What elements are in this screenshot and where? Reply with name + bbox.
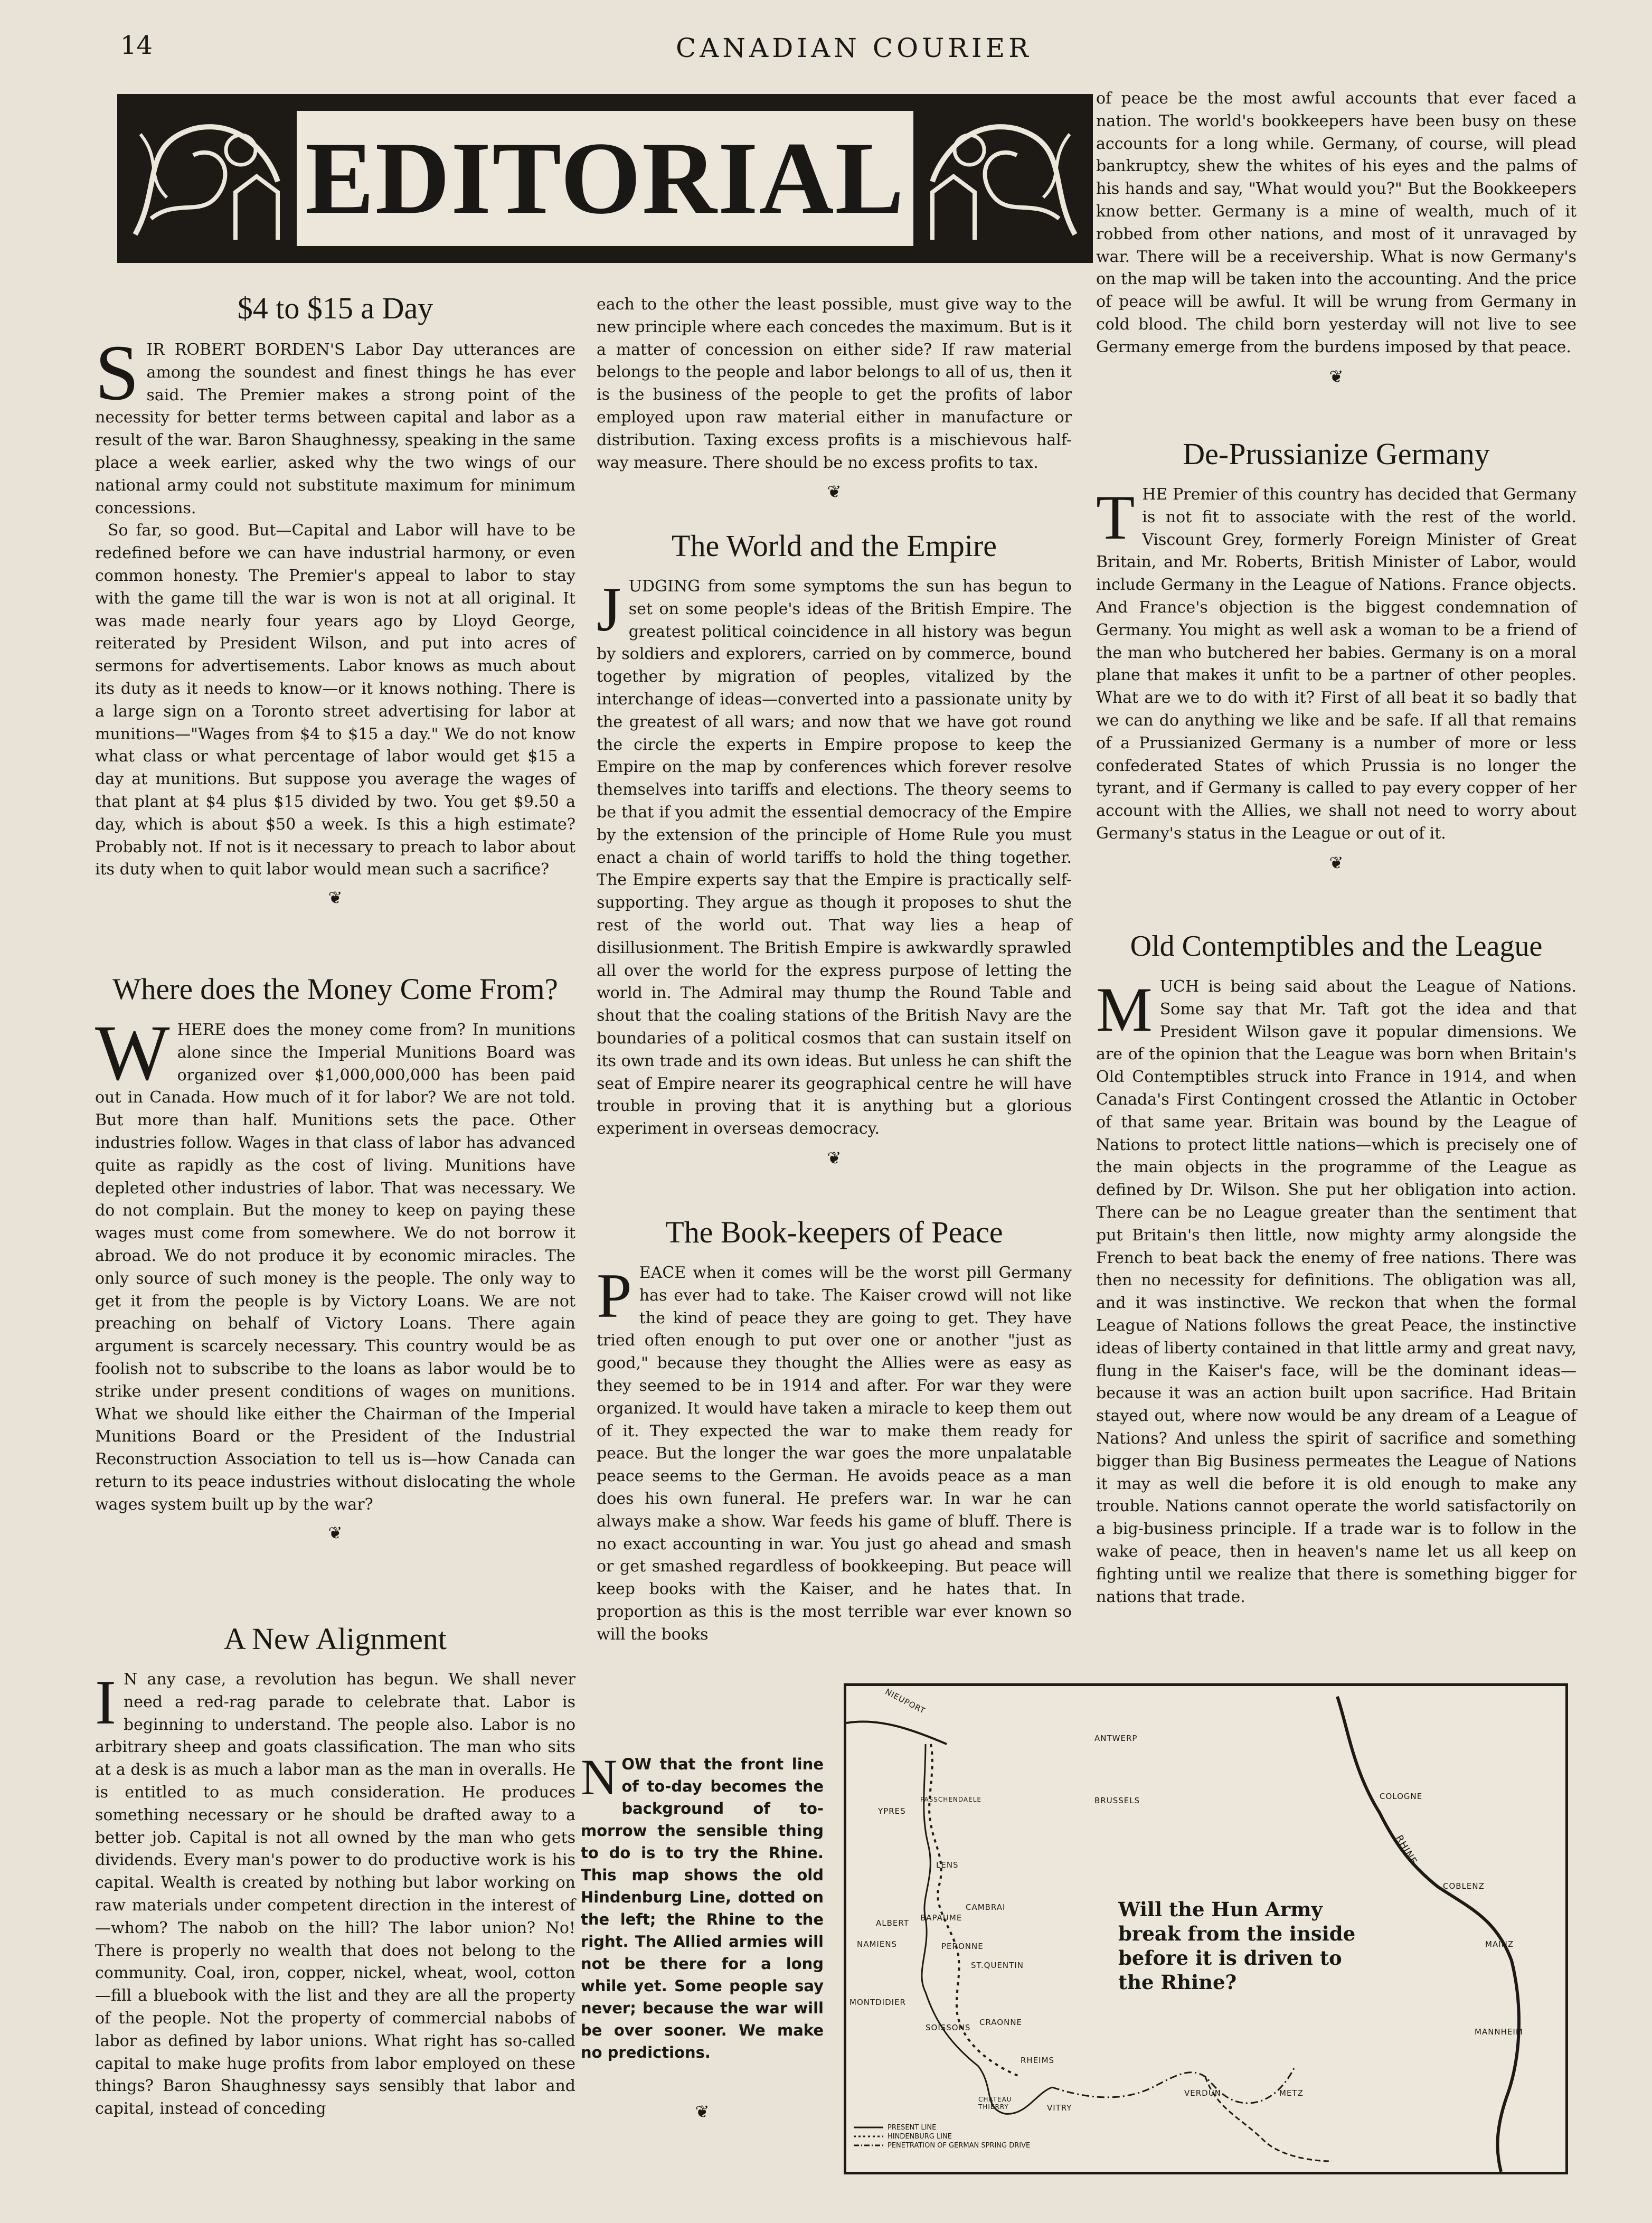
article-title: Where does the Money Come From? — [112, 973, 558, 1006]
section-separator: ❦ — [1329, 366, 1344, 387]
legend-item: PENETRATION OF GERMAN SPRING DRIVE — [888, 2142, 1031, 2150]
drop-cap: W — [95, 1009, 170, 1097]
section-separator: ❦ — [695, 2102, 710, 2122]
map-label: ST.QUENTIN — [971, 1961, 1024, 1970]
map-caption — [581, 1749, 824, 2123]
running-head: CANADIAN COURIER — [676, 33, 1032, 63]
map-label: VERDUN — [1184, 2088, 1221, 2098]
paragraph: UCH is being said about the League of Nations. Some say that Mr. Taft got the idea and that President Wilson gave it popular dimensions. We are of the opinion that the League was born when Britain's Old Contemptibles struck into France in 1914, and when Canada's First Contingent crossed the Atlantic in October of that same year. Britain was bound by the League of Nations to protect little nations—which is precisely one of the main objects in the programme of the League as defined by Dr. Wilson. She put her obligation into action. There can be no League greater than the sentiment that put Britain's then little, now mighty army alongside the French to beat back the enemy of free nations. There was then no necessity for definitions. The obligation was all, and it was instinctive. We reckon that when the formal League of Nations follows the great Peace, the instinctive ideas of liberty contained in that little army and great navy, flung in the Kaiser's face, will be the dominant ideas—because it was an action built upon sacrifice. Had Britain stayed out, where now would be any dream of a League of Nations? And unless the spirit of sacrifice and something bigger than Big Business permeates the League of Nations it may as well die before it is old enough to make any trouble. Nations cannot operate the world satisfactorily on a big-business principle. If a trade war is to follow in the wake of peace, then in heaven's name let us all keep on fighting until we realize that there is something bigger for nations that trade. — [1096, 977, 1577, 1606]
article-title: Old Contemptibles and the League — [1130, 930, 1543, 963]
section-separator: ❦ — [1329, 852, 1344, 873]
map-label: COBLENZ — [1443, 1881, 1485, 1891]
drop-cap: M — [1096, 974, 1153, 1044]
banner-title: EDITORIAL — [305, 121, 905, 236]
section-separator: ❦ — [328, 888, 343, 908]
paragraph: HE Premier of this country has decided that Germany is not fit to associate with the rest of the world. Viscount Grey, formerly Foreign Minister of Great Britain, and Mr. Roberts, British Minister of Labor, would include Germany in the League of Nations. France objects. And France's objection is the biggest condemnation of Germany. You might as well ask a woman to be a friend of the man who butchered her babies. Germany is on a moral plane that makes it unfit to be a partner of other peoples. What are we to do with it? First of all beat it so badly that we can do anything we like and be safe. If all that remains of a Prussianized Germany is a number of more or less confederated States of which Prussia is no longer the tyrant, and if Germany is called to pay every copper of her account with the Allies, we shall not need to worry about Germany's status in the League or out of it. — [1096, 485, 1577, 843]
map-label: CHATEAU THIERRY — [978, 2096, 1012, 2111]
drop-cap: P — [597, 1260, 632, 1331]
paragraph: So far, so good. But—Capital and Labor will have to be redefined before we can have industrial harmony, or even common honesty. The Premier's appeal to labor to stay with the game till the war is won is not at all original. It was made nearly four years ago by Lloyd George, reiterated by President Wilson, and put into acres of sermons for advertisements. Labor knows as much about its duty as it needs to know—or it knows nothing. There is a large sign on a Toronto street advertising for labor at munitions—"Wages from $4 to $15 a day." We do not know what class or what percentage of labor would get $15 a day at munitions. But suppose you average the wages of that plant at $4 plus $15 divided by two. You get $9.50 a day, which is about $50 a week. Is this a high estimate? Probably not. If not is it necessary to preach to labor about its duty when to quit labor would mean such a sacrifice? — [95, 521, 575, 879]
article-bookkeepers-cont — [1096, 88, 1577, 387]
drop-cap: T — [1096, 482, 1135, 552]
paragraph: UDGING from some symptoms the sun has begun to set on some people's ideas of the British Empire. The greatest political coincidence in all history was begun by soldiers and explorers, carried on by commerce, bound together by migration of peoples, vitalized by the interchange of ideas—converted into a passionate unity by the greatest of all wars; and now that we have got round the circle the experts in Empire propose to keep the Empire on the map by conferences which forever resolve themselves into tariffs and elections. The theory seems to be that if you admit the essential democracy of the Empire by the extension of the principle of Home Rule you must enact a chain of world tariffs to hold the thing together. The Empire experts say that the Empire is practically self-supporting. They argue as though it proposes to shut the rest of the world out. That way lies a heap of disillusionment. The British Empire is awkwardly sprawled all over the world for the express purpose of letting the world in. The Admiral may thump the Round Table and shout that the coaling stations of the British Navy are the boundaries of a political cosmos that can sustain itself on its own trade and its own ideas. But unless he can shift the seat of Empire nearer its geographical centre he will have trouble in proving that it is anything but a glorious experiment in overseas democracy. — [597, 577, 1072, 1138]
legend-item: PRESENT LINE — [888, 2124, 937, 2132]
map-label: PASSCHENDAELE — [920, 1796, 981, 1803]
editorial-banner — [117, 94, 1093, 263]
map-label: COLOGNE — [1380, 1792, 1423, 1801]
article-money — [95, 971, 575, 1543]
article-wages — [95, 289, 575, 908]
paragraph: EACE when it comes will be the worst pill Germany has ever had to take. The Kaiser crowd will not like the kind of peace they are going to get. They have tried often enough to put over one or another "just as good," because they thought the Allies were as easy as they seemed to be in 1914 and after. For war they were organized. It would have taken a miracle to keep them out of it. They expected the war to make them ready for peace. But the longer the war goes the more unpalatable peace seems to the German. He avoids peace as a man does his own funeral. He prefers war. In war he can always make a show. War feeds his game of bluff. There is no exact accounting in war. You just go ahead and smash or get smashed regardless of bookkeeping. But peace will keep books with the Kaiser, and he hates that. In proportion as this is the most terrible war ever known so will the books — [597, 1264, 1072, 1644]
article-world-empire — [597, 527, 1072, 1168]
paragraph: of peace be the most awful accounts that ever faced a nation. The world's bookkeepers have been busy on these accounts for a long while. Germany, of course, will plead bankruptcy, shew the whites of his eyes and the palms of his hands and say, "What would you?" But the Bookkeepers know better. Germany is a mine of wealth, much of it robbed from other nations, and most of it unravaged by war. There will be a receivership. What is now Germany's on the map will be taken into the accounting. And the price of peace will be awful. It will be wrung from Germany in cold blood. The child born yesterday will not live to see Germany emerge from the burdens imposed by that peace. — [1096, 89, 1577, 356]
map-legend — [854, 2123, 1030, 2150]
map-label: NAMIENS — [857, 1939, 898, 1949]
map-label: ANTWERP — [1094, 1734, 1138, 1743]
map-label: VITRY — [1047, 2103, 1072, 2113]
map-label: LENS — [936, 1860, 959, 1870]
article-title: A New Alignment — [223, 1622, 447, 1656]
map-label: PERONNE — [941, 1942, 984, 1951]
map-label: CRAONNE — [979, 2018, 1023, 2027]
article-title: $4 to $15 a Day — [237, 291, 433, 325]
map-label: CAMBRAI — [966, 1902, 1006, 1912]
ornament-left-icon — [130, 113, 288, 245]
map-label: MANNHEIM — [1475, 2027, 1523, 2037]
banner-title-panel — [295, 109, 915, 248]
legend-item: HINDENBURG LINE — [888, 2133, 952, 2141]
paragraph: each to the other the least possible, must give way to the new principle where each concedes the maximum. But is it a matter of concession on either side? If raw material belongs to the people and labor belongs to all of us, then it is the business of the people to get the profits of labor employed upon raw material either in manufacture or distribution. Taxing excess profits is a mischievous half-way measure. There should be no excess profits to tax. — [597, 295, 1072, 472]
map-label: SOISSONS — [926, 2023, 971, 2032]
section-separator: ❦ — [827, 1147, 842, 1168]
map-question: Will the Hun Army break from the inside before it is driven to the Rhine? — [1118, 1898, 1356, 1994]
article-title: The Book-keepers of Peace — [665, 1215, 1003, 1249]
paragraph: HERE does the money come from? In munitions alone since the Imperial Munitions Board was organized over $1,000,000,000 has been paid out in Canada. How much of it for labor? We are not told. But more than half. Munitions sets the pace. Other industries follow. Wages in that class of labor has advanced quite as rapidly as the cost of living. Munitions have depleted other industries of labor. That was necessary. We do not complain. But the money to keep on paying these wages must come from somewhere. We do not borrow it abroad. We do not produce it by economic miracles. The only source of such money is the people. The only way to get it from the people is by Victory Loans. We are not preaching on behalf of Victory Loans. There again argument is scarcely necessary. This country would be as foolish not to subscribe to the loans as labor would be to strike under present conditions of wages on munitions. What we should like either the Chairman of the Imperial Munitions Board or the President of the Industrial Reconstruction Association to tell us is—how Canada can return to its peace industries without dislocating the whole wages system built up by the war? — [95, 1021, 575, 1514]
map-label: ALBERT — [876, 1918, 909, 1928]
map-label: NIEUPORT — [883, 1687, 927, 1716]
section-separator: ❦ — [827, 482, 842, 502]
map-label: BRUSSELS — [1094, 1796, 1140, 1805]
drop-cap: S — [95, 329, 139, 417]
section-separator: ❦ — [328, 1522, 343, 1543]
drop-cap: I — [95, 1667, 116, 1737]
article-title: The World and the Empire — [672, 529, 997, 563]
western-front-map — [844, 1683, 1568, 2174]
map-label: YPRES — [878, 1806, 906, 1816]
article-de-prussianize — [1096, 435, 1577, 873]
map-label: METZ — [1279, 2088, 1304, 2098]
article-alignment-cont — [597, 294, 1072, 502]
paragraph: N any case, a revolution has begun. We shall never need a red-rag parade to celebrate that. Labor is beginning to understand. The people also. Labor is no arbitrary sheep and goats classification. The man who sits at a desk is as much a labor man as the man in overalls. He is entitled to as much consideration. He produces something necessary or he should be drafted away to a better job. Capital is not all owned by the man who gets dividends. Every man's power to do productive work is his capital. Wealth is created by nothing but labor working on raw materials under competent direction in the interest of—whom? The nabob on the hill? The labor union? No! There is properly no wealth that does not belong to the community. Coal, iron, copper, nickel, wheat, wool, cotton—fill a bluebook with the list and they are all the property of the people. Not the property of commercial nabobs of labor as defined by labor unions. What right has so-called capital to make huge profits from labor employed on these things? Baron Shaughnessy says sensibly that labor and capital, instead of conceding — [95, 1670, 575, 2118]
map-label: RHINE — [1393, 1833, 1419, 1867]
article-title: De-Prussianize Germany — [1183, 437, 1490, 471]
drop-cap: N — [581, 1749, 618, 1805]
map-label: MONTDIDIER — [849, 1998, 906, 2007]
caption-text: OW that the front line of to-day becomes the background of to-morrow the sensible thing to do is to try the Rhine. This map shows the old Hindenburg Line, dotted on the left; the Rhine to the right. The Allied armies will not be there for a long while yet. Some people say never; because the war will be over sooner. We make no predictions. — [581, 1755, 824, 2061]
paragraph: IR ROBERT BORDEN'S Labor Day utterances are among the soundest and finest things he has ever said. The Premier makes a strong point of the necessity for better terms between capital and labor as a result of the war. Baron Shaughnessy, speaking in the same place a week earlier, asked why the two wings of our national army could not substitute maximum for minimum concessions. — [95, 341, 575, 517]
drop-cap: J — [597, 574, 621, 644]
page-number: 14 — [120, 31, 153, 60]
ornament-right-icon — [922, 113, 1080, 245]
map-label: BAPAUME — [920, 1913, 962, 1923]
article-old-contemptibles — [1096, 927, 1577, 1608]
map-label: RHEIMS — [1021, 2056, 1055, 2065]
map-label: MAINZ — [1485, 1939, 1514, 1949]
article-alignment — [95, 1620, 575, 2121]
article-bookkeepers — [597, 1213, 1072, 1646]
